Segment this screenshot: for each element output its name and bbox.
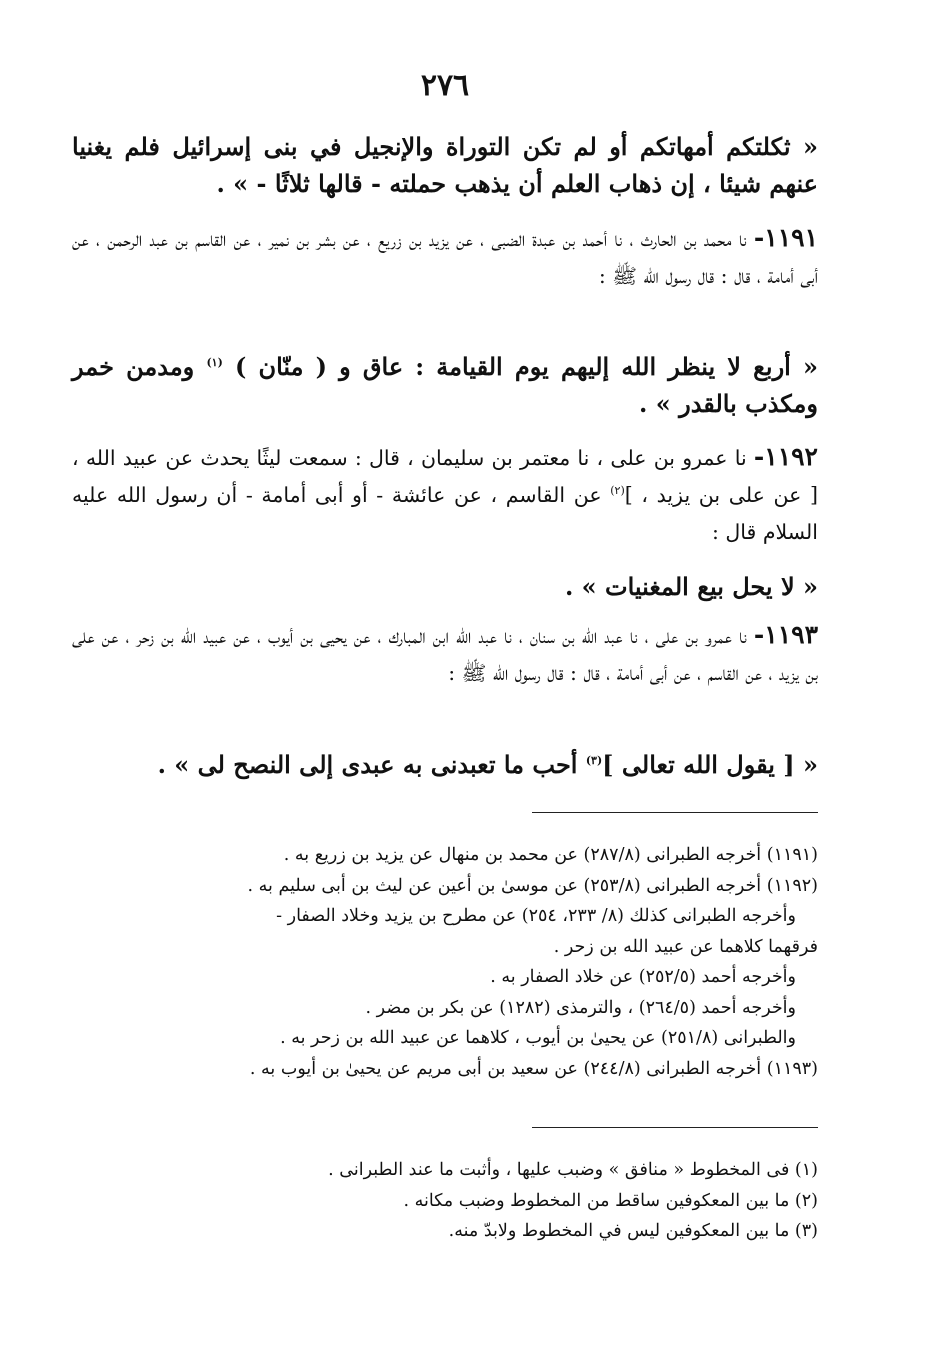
takhrij-line: فرقهما كلاهما عن عبيد الله بن زحر . (553, 936, 818, 957)
page-number: ٢٧٦ (420, 68, 470, 103)
hadith-isnad: عن القاسم ، عن عائشة - أو أبى أمامة - أن رسول الله عليه السلام قال : (72, 483, 818, 544)
hadith-number: ١١٩٢- (753, 442, 818, 471)
hadith-1190-matn: « ثكلتكم أمهاتكم أو لم تكن التوراة والإنجيل في بنى إسرائيل فلم يغنيا عنهم شيئا ، إن ذهاب العلم أن يذهب حملته - قالها ثلاثًا - » . (72, 132, 818, 198)
takhrij-line: وأخرجه أحمد (٢٥٢/٥) عن خلاد الصفار به . (490, 967, 796, 987)
hadith-isnad: نا محمد بن الحارث ، نا أحمد بن عبدة الضبى ، عن يزيد بن زريع ، عن بشر بن نمير ، عن القاسم بن عبد الرحمن ، عن أبى أمامة ، قال : قال رسول الله ﷺ : (72, 227, 818, 288)
takhrij-line: (١١٩٣) أخرجه الطبرانى (٢٤٤/٨) عن سعيد بن أبى مريم عن يحيىٰ بن أيوب به . (249, 1058, 818, 1079)
takhrij-line: (١١٩٢) أخرجه الطبرانى (٢٥٣/٨) عن موسىٰ بن أعين عن ليث بن أبى سليم به . (247, 875, 818, 896)
hadith-1191 (72, 219, 818, 295)
hadith-isnad: نا عمرو بن على ، نا عبد الله بن سنان ، نا عبد الله ابن المبارك ، عن يحيى بن أيوب ، عن عبيد الله بن زحر ، عن على بن يزيد ، عن القاسم ، عن أبى أمامة ، قال : قال رسول الله ﷺ : (72, 624, 818, 685)
matn-part: « [ يقول الله تعالى ] (602, 750, 818, 779)
note-line: (٢) ما بين المعكوفين ساقط من المخطوط وضبب مكانه . (403, 1190, 818, 1211)
hadith-1192 (72, 438, 818, 551)
takhrij-line: وأخرجه الطبرانى كذلك (٨/ ٢٣٣، ٢٥٤) عن مطرح بن يزيد وخلاد الصفار - (276, 906, 796, 926)
notes-section (72, 1155, 818, 1247)
hadith-isnad: نا عمرو بن على ، نا معتمر بن سليمان ، قال : سمعت ليثًا يحدث عن عبيد الله ، [ عن على بن يزيد ، ] (72, 446, 818, 507)
takhrij-line: وأخرجه أحمد (٢٦٤/٥) ، والترمذى (١٢٨٢) عن بكر بن مضر . (365, 997, 796, 1018)
footnote-ref: (١) (206, 356, 223, 369)
hadith-1192-matn: « لا يحل بيع المغنيات » . (564, 572, 818, 601)
takhrij-line: (١١٩١) أخرجه الطبرانى (٢٨٧/٨) عن محمد بن منهال عن يزيد بن زريع به . (283, 845, 818, 865)
notes-separator (532, 1127, 818, 1128)
note-line: (٣) ما بين المعكوفين ليس في المخطوط ولابدّ منه. (448, 1221, 818, 1241)
matn-part: ومدمن خمر ومكذب بالقدر » . (72, 352, 818, 418)
hadith-1191-matn (72, 348, 818, 422)
hadith-number: ١١٩٣- (753, 620, 818, 649)
hadith-1193-matn (72, 746, 818, 783)
takhrij-line: والطبرانى (٢٥١/٨) عن يحيىٰ بن أيوب ، كلاهما عن عبيد الله بن زحر به . (280, 1028, 796, 1048)
hadith-1193 (72, 616, 818, 692)
footnote-ref: (٢) (610, 484, 625, 498)
note-line: (١) فى المخطوط « منافق » وضبب عليها ، وأثبت ما عند الطبرانى . (328, 1160, 818, 1180)
takhrij-separator (532, 812, 818, 813)
takhrij-section (72, 840, 818, 1084)
matn-part: أحب ما تعبدنى به عبدى إلى النصح لى » . (157, 750, 586, 779)
footnote-ref: (٣) (585, 754, 603, 767)
matn-part: « أربع لا ينظر الله إليهم يوم القيامة : عاق و ( منّان ) (222, 352, 819, 381)
hadith-number: ١١٩١- (753, 223, 818, 252)
